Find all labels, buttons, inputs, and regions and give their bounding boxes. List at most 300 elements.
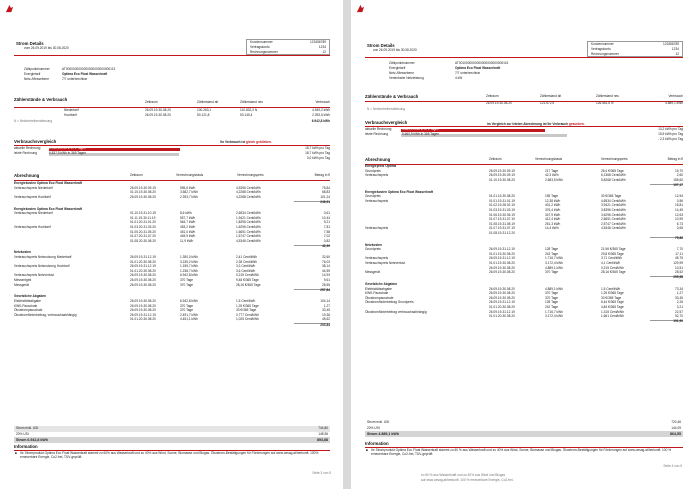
cell: 01.10.19-31.10.19 — [130, 211, 156, 216]
cell: 3,8396 Cent/kWh — [601, 207, 626, 212]
box-label: Rechnungsnummer — [250, 50, 278, 54]
cell: Grundpreis — [365, 247, 381, 252]
group-sum — [14, 324, 330, 328]
per-day: 13,2 kWh pro Tag — [658, 127, 683, 131]
cell: 3,9421 Cent/kWh — [601, 203, 626, 208]
bar-text: 6.942,8 kWh in 271 Tagen — [49, 146, 86, 150]
cell: 10,99 — [675, 217, 683, 222]
footnote-line-1: zu 60 % aus Wasserkraft und zu 40% aus Wind und Biogas — [421, 473, 506, 477]
info-body: Ihr Stromprodukt Optima Eco Float Wasserkraft stammt zu 60 % aus Wasserkraft und zu 40% aus Wind, Sonne, Biomasse und Biogas. Ökostrom-Bestätigungen für Förderungen auf www.oesag.at/herkunft. 100 % erneuerbare Energie, Co2-frei, TÜV-geprüft. — [371, 448, 672, 456]
cell: 01.08.19-31.12.20 — [489, 230, 515, 235]
meta-key: Zählpunktnummer — [24, 67, 50, 71]
cell: 370 Tage — [180, 278, 194, 282]
customer-info-box — [587, 41, 683, 57]
cell: 26.09.19-31.12.19 — [489, 247, 515, 252]
cell: 26.09.19-30.08.20 — [489, 295, 515, 300]
meter-note: N = Netzbetreiberablesung — [367, 107, 406, 111]
total-label: Strom 4.889,1 kWh — [367, 432, 399, 436]
meter-total: 6.942,8 kWh — [311, 119, 330, 123]
cell: 01.01.20-31.01.20 — [130, 220, 156, 225]
col-head: Verbrauch — [668, 94, 683, 98]
meta-block — [24, 68, 324, 88]
info-text — [366, 448, 676, 457]
cell: 9,21 — [323, 220, 330, 225]
table-row — [365, 271, 683, 275]
cell: 155,60 — [673, 177, 683, 182]
cell: 26.09.19-30.08.20 — [130, 282, 156, 287]
cell: 0,215 Cent/kWh — [601, 265, 624, 270]
net-label: Strom exkl. USt — [367, 420, 390, 424]
cell: 26.09.19-30.08.20 — [489, 286, 515, 291]
cell: 26.09.19-30.08.20 — [130, 273, 156, 278]
cell: 14,4 kWh — [545, 226, 559, 231]
cell: 01.01.20-30.08.20 — [130, 317, 156, 322]
meta-key: Zählpunktnummer — [389, 61, 415, 65]
table-row — [14, 109, 330, 113]
cell: 45,75 — [675, 256, 683, 261]
cell: 01.10.19-30.08.20 — [130, 190, 156, 195]
box-label: Kundennummer — [250, 40, 273, 44]
cell: 595,6 kWh — [180, 185, 196, 190]
cell: 4.889,1 kWh — [665, 101, 683, 105]
billing-table — [365, 165, 683, 418]
cell: 0,777 Cent/kWh — [236, 312, 259, 317]
cell: 7,02 — [323, 234, 330, 239]
cell: 4,84 €/365 Tage — [601, 304, 624, 309]
box-value: 123456789 — [663, 42, 679, 46]
group-sum — [365, 184, 683, 188]
group-sum — [14, 289, 330, 293]
cell: 01.08.19-31.08.19 — [489, 221, 515, 226]
vat-value: 148,96 — [318, 431, 328, 436]
cell: 28,55 — [322, 282, 330, 287]
group-title: Netzkosten — [14, 250, 32, 255]
row-label: aktuelle Rechnung — [365, 127, 392, 131]
cell: 52,70 — [675, 314, 683, 319]
cell: 26.09.19-31.12.19 — [489, 256, 515, 261]
cell: Verbrauchspreis — [365, 173, 389, 178]
note-highlight: gleich geblieben. — [246, 140, 272, 144]
group-sum-value: 248,91 — [320, 200, 330, 204]
cell: 26.09.19-30.08.20 — [489, 270, 515, 275]
meter-note: N = Netzbetreiberablesung — [14, 119, 53, 123]
cell: 4,2288 Cent/kWh — [236, 194, 261, 199]
net-label: Strom exkl. USt — [16, 426, 39, 430]
group-sum-value: 197,17 — [673, 183, 683, 187]
cell: 1.155,7 kWh — [180, 264, 198, 269]
cell: 1.350,0 kWh — [180, 255, 198, 259]
cell: 1,025 Cent/kWh — [236, 317, 259, 322]
col-head: Zählerstand alt — [197, 100, 219, 104]
cell: 10,44 — [322, 215, 330, 220]
cell: 76,03 — [322, 259, 330, 264]
cell: 26.09.19-30.08.20 — [145, 108, 171, 112]
table-row — [14, 240, 330, 244]
cell: 01.03.20-31.03.20 — [130, 224, 156, 229]
group-sum — [365, 320, 683, 324]
table-row — [365, 315, 683, 319]
billing-head — [14, 174, 330, 179]
cell: 32,60 — [322, 255, 330, 259]
net-value: 744,80 — [318, 426, 328, 430]
cell: 101,24 — [320, 194, 330, 199]
cell: 4,2288 Cent/kWh — [236, 190, 261, 195]
cell: 15,81 — [675, 203, 683, 208]
table-row — [14, 196, 330, 200]
row-label: letzte Rechnung — [365, 132, 389, 136]
cell: 110.832,3 N — [240, 108, 258, 112]
box-label: Vertragskonto — [250, 45, 270, 49]
total-value: 864,55 — [670, 432, 681, 436]
row-label: letzte Rechnung — [14, 151, 38, 155]
cell: 242 Tage — [545, 304, 559, 309]
meta-key: Energietarif — [389, 66, 406, 70]
cell: 26.09.19-30.08.20 — [486, 101, 512, 105]
net-value: 720,46 — [671, 420, 681, 424]
col-head: Verrechnungspreis — [601, 157, 628, 161]
cell: Messgerät — [365, 270, 380, 275]
group-sum-value: 42,39 — [322, 243, 330, 248]
cell: 6,44 €/365 Tage — [601, 300, 624, 305]
cell: 1,315 Cent/kWh — [601, 309, 624, 314]
group-sum — [365, 237, 683, 241]
table-row — [14, 318, 330, 322]
cell: Verbrauchspreis Niedertarif — [14, 211, 53, 216]
info-text — [15, 451, 320, 460]
cell: Grundpreis — [365, 194, 381, 199]
group-sum-value: 257,84 — [320, 287, 330, 292]
cell: Verbrauchspreis — [365, 226, 389, 231]
cell: 128 Tage — [545, 247, 559, 252]
meter-section-title: Zählerstände & Verbrauch — [365, 94, 419, 99]
cell: 26.09.19-31.12.19 — [130, 255, 156, 259]
bullet-icon: ■ — [15, 451, 17, 455]
cell: 01.01.20-30.08.20 — [130, 259, 156, 264]
cell: Verbrauchspreis Netzverlust — [365, 261, 405, 265]
group-sum-value: 191,90 — [673, 319, 683, 324]
cell: 33,45 — [675, 295, 683, 300]
cell: KWK-Pauschale — [365, 291, 389, 296]
group-title: Energiekosten Optima Eco Float Wasserkraft — [14, 206, 83, 211]
cell: 2.683,5 kWh — [545, 177, 563, 182]
cell: 01.01.20-30.08.20 — [489, 304, 515, 309]
cell: 261,3 kWh — [545, 221, 561, 226]
cell: 26,4 €/365 Tage — [601, 168, 624, 173]
cell: 104,14 — [320, 298, 330, 303]
cell: 1,661 Cent/kWh — [601, 314, 624, 319]
cell: Ökostromförderbeitrag, verbrauchsabhängig — [14, 312, 77, 317]
cell: 1,9421 Cent/kWh — [236, 215, 261, 220]
meta-key: Vereinbarte Netzleistung — [389, 76, 424, 80]
meta-key: Energietarif — [24, 72, 41, 76]
cell: 26.09.19-31.12.19 — [130, 312, 156, 317]
cell: 26.09.19-31.12.19 — [489, 300, 515, 305]
bar-text: 5.660,9 kWh in 365 Tagen — [402, 132, 439, 136]
table-row — [365, 179, 683, 183]
col-head: Verrechnungsbasis — [176, 173, 204, 177]
cell: 0,61 — [323, 211, 330, 216]
cell: 376,4 kWh — [545, 207, 561, 212]
cell: 3.172,4 kWh — [545, 261, 563, 265]
cell: 22,57 — [675, 309, 683, 314]
cell: 4,1 Cent/kWh — [601, 261, 621, 265]
cell: 1,27 — [323, 303, 330, 308]
billing-title: Abrechnung — [14, 173, 40, 178]
cell: 451,0 kWh — [180, 229, 196, 234]
box-label: Kundennummer — [591, 42, 614, 46]
cell: 1,6296 Cent/kWh — [236, 224, 261, 229]
total-value: 893,88 — [317, 438, 328, 442]
cell: 3,71 Cent/kWh — [601, 256, 623, 261]
cell: 412,4 kWh — [545, 217, 561, 222]
meta-value: Optima Eco Float Wasserkraft — [455, 66, 501, 70]
group-sum-value: 255,58 — [673, 275, 683, 280]
cell: 242 Tage — [545, 251, 559, 256]
cell: 10,51 — [675, 265, 683, 270]
billing-table — [14, 182, 330, 427]
cell: 14,93 — [322, 273, 330, 278]
cell: 126.561,6 N — [596, 101, 614, 105]
vat-label: 20% USt — [16, 431, 29, 436]
cell: 01.01.19-30.08.20 — [489, 251, 515, 256]
billing-title: Abrechnung — [365, 157, 391, 162]
group-sum-value: 203,84 — [320, 322, 330, 327]
meta-value: AT0010000000000000000000000115 — [455, 61, 509, 65]
col-head: Zählerstand neu — [240, 100, 264, 104]
cell: 0,65 — [676, 226, 683, 231]
cell: 26.09.19-30.08.20 — [130, 278, 156, 282]
info-body: Ihr Stromprodukt Optima Eco Float Wasserkraft stammt zu 60% aus Wasserkraft und zu 40% aus Wind, Sonne, Biomasse und Biogas. Ökostrom-Bestätigungen für Förderungen auf www.oesag.at/herkunft. 100% erneuerbare Energie, Co2-frei, TÜV-geprüft. — [20, 451, 319, 459]
cell: 6.942,8 kWh — [180, 273, 198, 278]
cell: 12,54 — [675, 194, 683, 199]
cell: Verbrauchspreis Hochtarif — [14, 194, 51, 199]
cell: 1,5 Cent/kWh — [236, 298, 256, 303]
cell: Hochtarif — [64, 113, 77, 117]
cell: Grundpreis — [365, 168, 381, 173]
cell: 21,96 €/365 Tage — [601, 247, 626, 252]
cell: 01.07.19-31.07.19 — [489, 217, 515, 222]
bar-text: 4.889,1 kWh in 371 Tagen — [402, 127, 439, 131]
cell: 347,9 kWh — [545, 212, 561, 217]
col-head: Zeitraum — [130, 173, 143, 177]
cell: 01.10.19-30.08.20 — [489, 177, 515, 182]
cell: 26.09.19-31.12.19 — [130, 264, 156, 269]
customer-info-box — [246, 39, 330, 55]
col-head: Zählerstand alt — [540, 94, 562, 98]
group-title: Gesetzliche Abgaben — [14, 294, 47, 299]
note-highlight: gesunken. — [568, 122, 585, 126]
cell: 370 Tage — [545, 295, 559, 300]
vat-value: 144,09 — [671, 425, 681, 430]
per-day: 18,7 kWh pro Tag — [305, 151, 330, 155]
group-sum-value: 75,86 — [675, 236, 683, 241]
cell: 2,35 Cent/kWh — [236, 259, 258, 264]
page-number: Seite 4 von 5 — [663, 464, 682, 468]
cell: 28,52 — [675, 270, 683, 275]
diff-per-day: - 2,3 kWh pro Tag — [657, 137, 683, 141]
meta-key: Netz-/Messebene — [24, 77, 49, 81]
cell: 01.01.20-30.08.20 — [130, 268, 156, 273]
meta-value: 4 kW — [455, 76, 463, 80]
cell: 01.01.19-31.01.19 — [489, 198, 515, 203]
cell: 01.01.19-30.08.20 — [489, 261, 515, 265]
cell: 3,21 — [676, 304, 683, 309]
cell: 2.491,7 kWh — [180, 312, 198, 317]
brand-logo-icon — [5, 4, 14, 13]
cell: 33 €/365 Tage — [236, 308, 257, 313]
cell: 4,5346 Cent/kWh — [236, 238, 261, 243]
meta-block — [389, 62, 679, 86]
per-day: 18,7 kWh pro Tag — [305, 146, 330, 150]
cell: 1,6651 Cent/kWh — [236, 229, 261, 234]
cell: 4,5346 Cent/kWh — [601, 226, 626, 231]
cell: 26.09.19-30.08.20 — [145, 113, 171, 117]
document-page-2 — [351, 0, 694, 489]
cell: 2,6534 Cent/kWh — [236, 211, 261, 216]
cell: 28,16 €/365 Tage — [601, 270, 626, 275]
group-title: Energiekosten Optima Eco Float Wasserkraft — [14, 181, 83, 185]
note-text: Ihr Verbrauch ist — [220, 140, 246, 144]
cell: 1,8396 Cent/kWh — [236, 220, 261, 225]
cell: 12,38 kWh — [545, 198, 561, 203]
box-value: 1234 — [671, 47, 679, 51]
cell: 29,8 €/365 Tage — [601, 251, 624, 256]
cell: 2,60 — [676, 173, 683, 178]
cell: Verbrauchspreis Niedertarif — [14, 185, 53, 190]
cell: 4.451,1 kWh — [180, 317, 198, 322]
cell: 7,70 — [676, 247, 683, 252]
cell: 9,61 — [323, 278, 330, 282]
total-label: Strom 6.942,8 kWh — [16, 438, 48, 442]
strom-details-title: Strom Details — [16, 41, 44, 46]
group-title: Netzkosten — [365, 242, 383, 247]
info-title: Information — [365, 441, 389, 446]
cell: 564,7 kWh — [180, 220, 196, 225]
cell: Elektrizitätsabgabe — [365, 286, 392, 291]
cell: 01.01.20-30.08.20 — [489, 314, 515, 319]
cell: 01.08.20-30.08.20 — [130, 238, 156, 243]
cell: 19,36 — [322, 312, 330, 317]
cell: 100.263,1 — [197, 108, 212, 112]
cell: 11,9 kWh — [180, 238, 194, 243]
meter-rows — [14, 109, 330, 133]
cell: 01.02.19-28.02.19 — [489, 203, 515, 208]
cell: 50.121,8 — [197, 113, 210, 117]
group-sum — [14, 201, 330, 205]
cell: 0,56 — [676, 198, 683, 203]
table-row — [14, 284, 330, 288]
cell: 370 Tage — [180, 303, 194, 308]
cell: 0,82 — [323, 238, 330, 243]
cell: 3,6 Cent/kWh — [236, 268, 256, 273]
cell: Verbrauchspreis Hochtarif — [14, 224, 51, 229]
cell: 01.05.20-31.05.20 — [130, 229, 156, 234]
meta-value: Optima Eco Float Wasserkraft — [62, 72, 108, 76]
col-head: Verbrauch — [315, 100, 330, 104]
per-day: 15,5 kWh pro Tag — [658, 132, 683, 136]
billing-head — [365, 158, 683, 163]
cell: Elektrizitätsabgabe — [14, 298, 41, 303]
cell: Verbrauchspreis — [365, 198, 389, 203]
strom-details-title: Strom Details — [367, 43, 395, 48]
table-row — [14, 114, 330, 118]
col-head: Betrag in € — [314, 173, 330, 177]
cell: 75,84 — [322, 185, 330, 190]
cell: 4,6534 Cent/kWh — [601, 198, 626, 203]
cell: 1.716,7 kWh — [545, 309, 563, 314]
col-head: Verrechnungsbasis — [535, 157, 563, 161]
cell: 26.09.19-30.08.20 — [130, 194, 156, 199]
cell: 26.09.19-30.08.20 — [489, 265, 515, 270]
cell: 6,73 — [676, 221, 683, 226]
cell: 370 Tage — [545, 270, 559, 275]
cell: 26.09.19-30.08.20 — [130, 298, 156, 303]
note-text: Im Vergleich zur letzten Abrechnung ist Ihr Verbrauch — [487, 122, 569, 126]
cell: 2,41 Cent/kWh — [236, 255, 258, 259]
col-head: Verrechnungspreis — [237, 173, 264, 177]
cell: 53.145,4 — [240, 113, 253, 117]
cell: 30 €/365 Tage — [601, 194, 622, 199]
vat-label: 20% USt — [367, 425, 380, 430]
cell: 26.09.19-30.08.20 — [489, 291, 515, 296]
cell: 45,62 — [322, 317, 330, 322]
cell: 5,8268 Cent/kWh — [601, 177, 626, 182]
cell: 3.172,4 kWh — [545, 314, 563, 319]
bar-text: 6.837,5 kWh in 369 Tagen — [49, 151, 86, 155]
cell: 26.09.19-30.08.20 — [130, 308, 156, 313]
cell: 12,63 — [675, 212, 683, 217]
cell: 128 Tage — [545, 300, 559, 305]
comparison-note — [220, 141, 272, 145]
cell: 01.06.19-30.06.19 — [489, 212, 515, 217]
meta-value: 7/7 unterbrechbar — [455, 71, 481, 75]
cell: 6,1368 Cent/kWh — [601, 173, 626, 178]
cell: Ökostromförderbeitrag verbrauchsabhängig — [365, 309, 427, 314]
cell: Verbrauchspreis Netznutzung Niedertarif — [14, 255, 72, 259]
cell: 3,6296 Cent/kWh — [601, 212, 626, 217]
cell: 2.393,7 kWh — [180, 194, 198, 199]
cell: 44,59 — [322, 268, 330, 273]
table-row — [365, 232, 683, 236]
meter-divider — [14, 107, 330, 108]
cell: 14,45 — [675, 207, 683, 212]
cell: 1,25 €/365 Tage — [601, 291, 624, 296]
bullet-icon: ■ — [366, 448, 368, 452]
comparison-title: Verbrauchsvergleich — [365, 120, 408, 125]
cell: 4.889,1 kWh — [545, 286, 563, 291]
cell: 155 Tage — [545, 194, 559, 199]
cell: 0,215 Cent/kWh — [236, 273, 259, 278]
cell: 2.393,6 kWh — [312, 113, 330, 117]
cell: Niedertarif — [64, 108, 79, 112]
page-number: Seite 3 von 5 — [312, 471, 331, 475]
cell: Verbrauchspreis — [365, 256, 389, 261]
cell: 401,2 kWh — [545, 203, 561, 208]
cell: 8,6 kWh — [180, 211, 192, 216]
cell: 453,2 kWh — [180, 224, 196, 229]
cell: 33 €/365 Tage — [601, 295, 622, 300]
group-title: Energiepreis Optima — [365, 164, 397, 168]
cell: 26.09.19-30.09.19 — [489, 173, 515, 178]
cell: Ökostromförderbeitrag Grundpreis — [365, 300, 414, 305]
cell: 1.238,7 kWh — [180, 268, 198, 273]
cell: 2,5747 Cent/kWh — [601, 221, 626, 226]
diff-per-day: 0,0 kWh pro Tag — [306, 156, 330, 160]
cell: 68,83 — [322, 190, 330, 195]
cell: Verbrauchspreis Netzverlust — [14, 273, 54, 278]
group-title: Energiekosten Optima Eco Float Wasserkraft — [365, 189, 434, 194]
box-value: 12 — [322, 50, 326, 54]
